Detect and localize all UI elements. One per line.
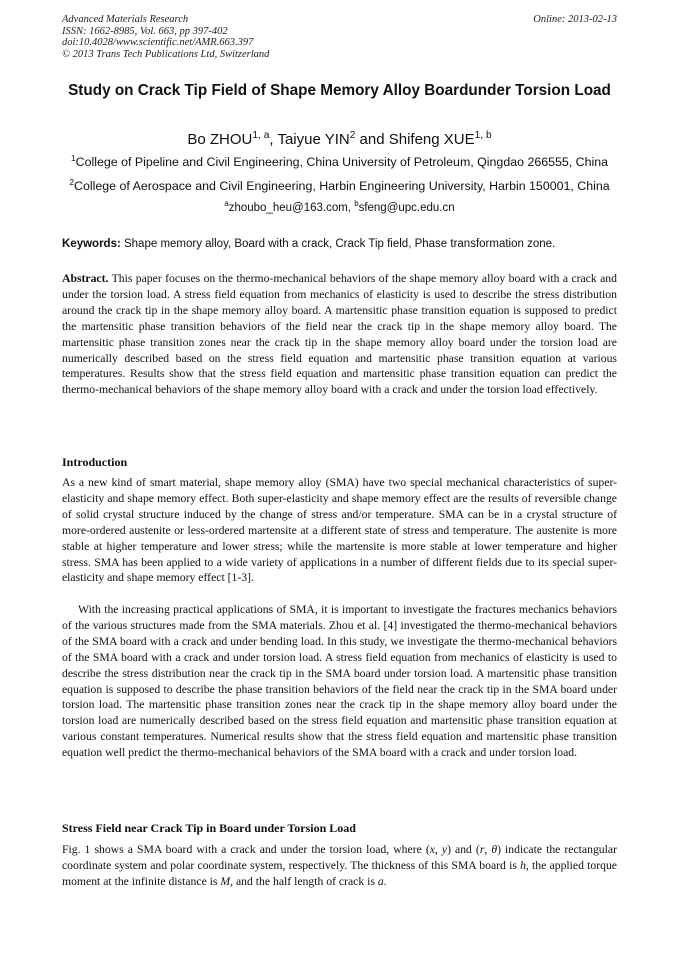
keywords <box>62 237 617 251</box>
copyright-line: © 2013 Trans Tech Publications Ltd, Switzerland <box>62 48 270 60</box>
author-affil-mark: 1, a <box>252 130 270 141</box>
text-run: ) and ( <box>447 843 480 856</box>
issn-line: ISSN: 1662-8985, Vol. 663, pp 397-402 <box>62 25 228 37</box>
author-name: Bo ZHOU <box>187 131 253 148</box>
introduction-paragraph-1: As a new kind of smart material, shape memory alloy (SMA) have two special mechanical characteristics of super-elasticity and shape memory effect. Both super-elasticity and shape memory effect are the results of reversible change of solid crystal structure induced by the change of stress and/or temperature. SMA can be in a crystal structure of more-ordered austenite or less-ordered martensite at a different state of stress and temperature. The austenite is more stable at higher temperature and lower stress; while the martensite is more stable at lower temperature and higher stress. SMA has been applied to a wide variety of applications in a number of different fields due to its special super-elasticity and shape memory effect [1-3]. <box>62 476 617 585</box>
affil-text: College of Aerospace and Civil Engineering, Harbin Engineering University, Harbin 150001, China <box>74 179 610 193</box>
math-var: a <box>377 874 384 888</box>
abstract <box>62 271 617 398</box>
author-affil-mark: 1, b <box>474 130 492 141</box>
introduction-paragraph-2: With the increasing practical applications of SMA, it is important to investigate the fractures mechanics behaviors of the various structures made from the SMA materials. Zhou et al. [4] investigated the thermo-mechanical behaviors of the SMA board with a crack and under bending load. In this study, we investigate the thermo-mechanical behaviors of the SMA board with a crack and under torsion load. A stress field equation from mechanics of elasticity is used to describe the stress distribution near the crack tip in the SMA board under torsion load. A martensitic phase transition equation is supposed to describe the phase transition behaviors of the field near the crack tip in the SMA board under torsion load. The martensitic phase transition zones near the crack tip in the shape memory alloy board under the torsion load are numerically described based on the stress field equation and martensitic phase transition equation at various constant temperatures. Numerical results show that the stress field equation and martensitic phase transition equation well predict the thermo-mechanical behaviors of the SMA board with a crack and under torsion load. <box>62 603 617 760</box>
email-line <box>62 201 617 215</box>
stress-field-heading: Stress Field near Crack Tip in Board under Torsion Load <box>62 821 356 835</box>
journal-name: Advanced Materials Research <box>62 14 189 25</box>
text-run: Fig. 1 shows a SMA board with a crack and under the torsion load, where ( <box>62 843 430 856</box>
stress-field-paragraph <box>62 842 617 890</box>
affiliation-1 <box>62 152 617 170</box>
math-var: h <box>520 858 526 872</box>
keywords-text: Shape memory alloy, Board with a crack, Crack Tip field, Phase transformation zone. <box>120 238 556 250</box>
paper-title: Study on Crack Tip Field of Shape Memory Alloy Boardunder Torsion Load <box>68 82 611 99</box>
abstract-text: This paper focuses on the thermo-mechanical behaviors of the shape memory alloy board with a crack and under the torsion load. A stress field equation from mechanics of elasticity is used to describe the stress distribution around the crack tip in the shape memory alloy board. A martensitic phase transition equation is supposed to predict the martensitic phase transition behaviors of the field near the crack tip in the shape memory alloy board. The martensitic phase transition zones near the crack tip in the shape memory alloy board under the torsion load are numerically described based on the stress field equation and martensitic phase transition equation at various temperatures. Results show that the stress field equation and martensitic phase transition equation can predict the thermo-mechanical behaviors of the shape memory alloy board with a crack and under the torsion load effectively. <box>62 272 617 397</box>
keywords-label: Keywords: <box>62 238 121 250</box>
abstract-label: Abstract. <box>62 272 109 285</box>
math-var: y <box>441 843 448 856</box>
text-run: , and the half length of crack is <box>230 874 378 888</box>
author-name: and Shifeng XUE <box>355 131 475 148</box>
doi-line: doi:10.4028/www.scientific.net/AMR.663.397 <box>62 37 254 48</box>
email-mark: b <box>354 199 359 209</box>
text-run: ) indicate the rectangular coordinate system and polar coordinate system, respectively. The thickness of this SMA board is <box>62 843 617 872</box>
email-address: sfeng@upc.edu.cn <box>358 202 455 214</box>
math-var: r <box>479 843 485 856</box>
text-run: , <box>484 843 492 856</box>
text-run: , <box>434 843 442 856</box>
text-run: . <box>383 874 387 888</box>
online-date: Online: 2013-02-13 <box>533 14 617 25</box>
introduction-heading: Introduction <box>62 455 128 469</box>
email-mark: a <box>224 199 229 209</box>
affil-text: College of Pipeline and Civil Engineering, China University of Petroleum, Qingdao 266555, China <box>75 155 609 169</box>
math-var: x <box>429 843 435 856</box>
math-var: M <box>220 874 231 888</box>
affil-mark: 2 <box>69 176 75 187</box>
math-var: θ <box>491 843 498 856</box>
journal-header <box>62 14 617 60</box>
text-run: , the applied torque moment at the infinite distance is <box>62 858 617 888</box>
author-name: , Taiyue YIN <box>269 131 350 148</box>
affil-mark: 1 <box>70 152 76 163</box>
author-affil-mark: 2 <box>349 130 356 141</box>
affiliation-2 <box>62 176 617 194</box>
author-line <box>62 131 617 149</box>
email-address: zhoubo_heu@163.com, <box>228 202 355 214</box>
